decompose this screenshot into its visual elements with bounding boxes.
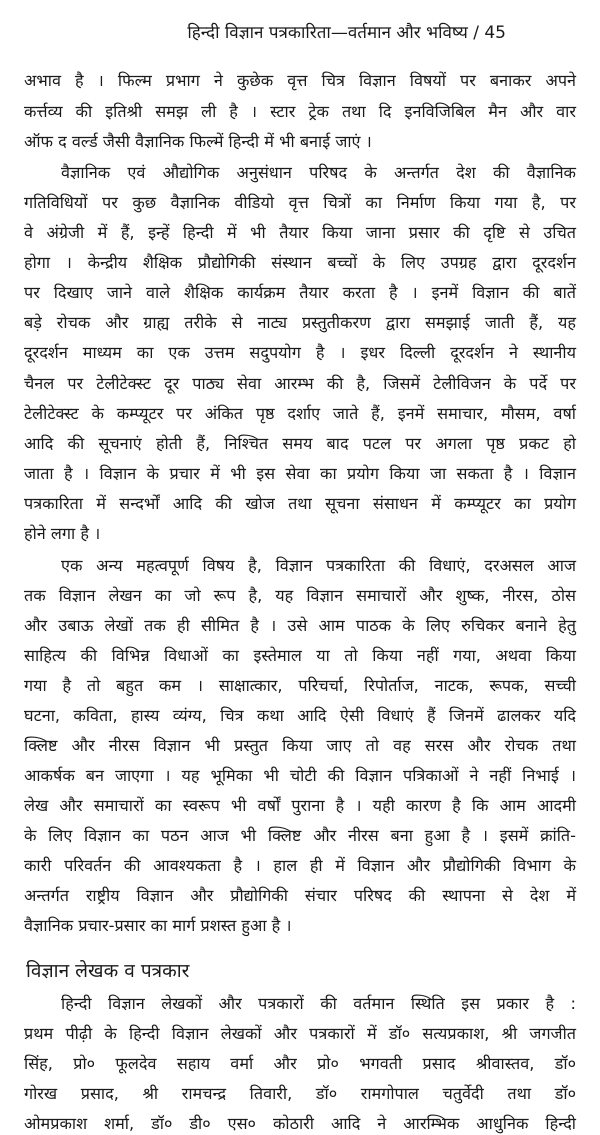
text-line: जाता है । विज्ञान के प्रचार में भी इस सेवा का प्रयोग किया जा सकता है । विज्ञान — [24, 464, 576, 483]
text-line: होने लगा है । — [24, 524, 101, 543]
text-line: सिंह, प्रो० फूलदेव सहाय वर्मा और प्रो० भगवती प्रसाद श्रीवास्तव, डॉ० — [24, 1054, 576, 1073]
text-line: अन्तर्गत राष्ट्रीय विज्ञान और प्रौद्योगिकी संचार परिषद की स्थापना से देश में — [24, 886, 576, 905]
text-line: हिन्दी विज्ञान लेखकों और पत्रकारों की वर्तमान स्थिति इस प्रकार है : — [61, 994, 576, 1013]
text-line: गया है तो बहुत कम । साक्षात्कार, परिचर्चा, रिपोर्ताज, नाटक, रूपक, सच्ची — [24, 676, 576, 695]
text-line: पत्रकारिता में सन्दर्भों आदि की खोज तथा सूचना संसाधन में कम्प्यूटर का प्रयोग — [24, 494, 576, 513]
text-line: गोरख प्रसाद, श्री रामचन्द्र तिवारी, डॉ० रामगोपाल चतुर्वेदी तथा डॉ० — [24, 1084, 576, 1103]
text-line: एक अन्य महत्वपूर्ण विषय है, विज्ञान पत्रकारिता की विधाएं, दरअसल आज — [61, 556, 576, 575]
text-line: ओमप्रकाश शर्मा, डॉ० डी० एस० कोठारी आदि ने आरम्भिक आधुनिक हिन्दी — [24, 1114, 576, 1133]
text-line: और उबाऊ लेखों तक ही सीमित है । उसे आम पाठक के लिए रुचिकर बनाने हेतु — [24, 616, 576, 635]
text-line: पर दिखाए जाने वाले शैक्षिक कार्यक्रम तैयार करता है । इनमें विज्ञान की बातें — [24, 283, 576, 302]
text-line: चैनल पर टेलीटेक्स्ट दूर पाठ्य सेवा आरम्भ की है, जिसमें टेलीविजन के पर्दे पर — [24, 374, 576, 393]
text-line: आदि की सूचनाएं होती हैं, निश्चित समय बाद पटल पर अगला पृष्ठ प्रकट हो — [24, 434, 576, 453]
text-line: होगा । केन्द्रीय शैक्षिक प्रौद्योगिकी संस्थान बच्चों के लिए उपग्रह द्वारा दूरदर्शन — [24, 253, 576, 272]
section-heading: विज्ञान लेखक व पत्रकार — [26, 960, 190, 982]
text-line: तक विज्ञान लेखन का जो रूप है, यह विज्ञान समाचारों और शुष्क, नीरस, ठोस — [24, 586, 576, 605]
text-line: दूरदर्शन माध्यम का एक उत्तम सदुपयोग है । इधर दिल्ली दूरदर्शन ने स्थानीय — [24, 343, 576, 362]
text-line: साहित्य की विभिन्न विधाओं का इस्तेमाल या तो किया नहीं गया, अथवा किया — [24, 646, 576, 665]
text-line: वैज्ञानिक प्रचार-प्रसार का मार्ग प्रशस्त हुआ है । — [24, 916, 292, 935]
text-line: वे अंग्रेजी में हैं, इन्हें हिन्दी में भी तैयार किया जाना प्रसार की दृष्टि से उचित — [24, 223, 576, 242]
text-line: कर्त्तव्य की इतिश्री समझ ली है । स्टार ट्रेक तथा दि इनविजिबिल मैन और वार — [24, 102, 576, 121]
text-line: के लिए विज्ञान का पठन आज भी क्लिष्ट और नीरस बना हुआ है । इसमें क्रांति- — [24, 826, 576, 845]
text-line: वैज्ञानिक एवं औद्योगिक अनुसंधान परिषद के अन्तर्गत देश की वैज्ञानिक — [61, 163, 576, 182]
text-line: अभाव है । फिल्म प्रभाग ने कुछेक वृत्त चित्र विज्ञान विषयों पर बनाकर अपने — [24, 71, 576, 90]
running-header: हिन्दी विज्ञान पत्रकारिता—वर्तमान और भविष्य / 45 — [187, 23, 506, 43]
text-line: क्लिष्ट और नीरस विज्ञान भी प्रस्तुत किया जाए तो वह सरस और रोचक तथा — [24, 736, 576, 755]
text-line: कारी परिवर्तन की आवश्यकता है । हाल ही में विज्ञान और प्रौद्योगिकी विभाग के — [24, 856, 576, 875]
text-line: ऑफ द वर्ल्ड जैसी वैज्ञानिक फिल्में हिन्दी में भी बनाई जाएं । — [24, 132, 372, 151]
text-line: गतिविधियों पर कुछ वैज्ञानिक वीडियो वृत्त चित्रों का निर्माण किया गया है, पर — [24, 193, 576, 212]
text-line: घटना, कविता, हास्य व्यंग्य, चित्र कथा आदि ऐसी विधाएं हैं जिनमें ढालकर यदि — [24, 706, 576, 725]
text-line: आकर्षक बन जाएगा । यह भूमिका भी चोटी की विज्ञान पत्रिकाओं ने नहीं निभाई । — [24, 766, 576, 785]
text-line: लेख और समाचारों का स्वरूप भी वर्षों पुराना है । यही कारण है कि आम आदमी — [24, 796, 576, 815]
text-line: बड़े रोचक और ग्राह्य तरीके से नाट्य प्रस्तुतीकरण द्वारा समझाई जाती हैं, यह — [24, 313, 576, 332]
text-line: टेलीटेक्स्ट के कम्प्यूटर पर अंकित पृष्ठ दर्शाए जाते हैं, इनमें समाचार, मौसम, वर्षा — [24, 404, 576, 423]
text-line: प्रथम पीढ़ी के हिन्दी विज्ञान लेखकों और पत्रकारों में डॉ० सत्यप्रकाश, श्री जगजीत — [24, 1024, 576, 1043]
